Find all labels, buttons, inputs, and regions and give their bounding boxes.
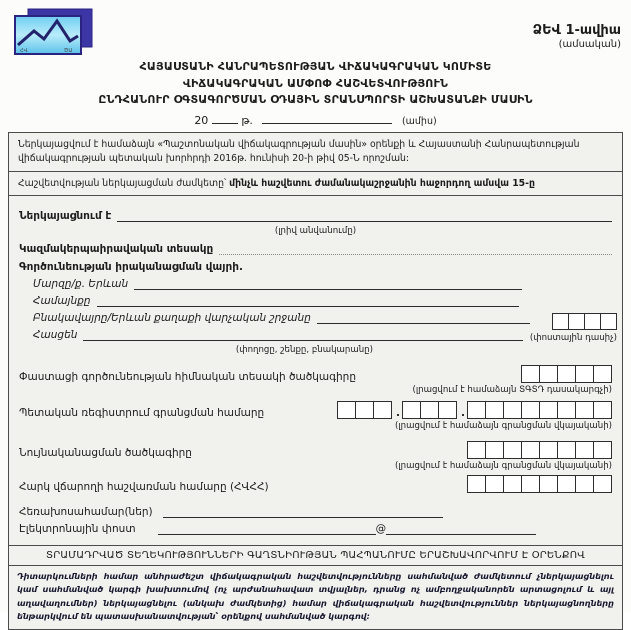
settlement-field[interactable]: [317, 311, 530, 324]
code-box-cell[interactable]: [503, 401, 522, 419]
register-certificate-hint: (լրացվում է համաձայն գրանցման վկայականի): [394, 421, 612, 432]
activity-place-heading: Գործունեության իրականացման վայրի.: [19, 261, 243, 274]
postal-code-hint: (փոստային դասիչ): [529, 333, 617, 344]
identification-code-label: Նույնականացման ծածկագիրը: [19, 447, 192, 460]
address-label: Հասցեն: [33, 329, 78, 342]
phone-label: Հեռախոսահամար(ներ): [19, 506, 153, 519]
code-box-cell[interactable]: [575, 365, 594, 383]
confidentiality-text: ՏՐԱՄԱԴՐՎԱԾ ՏԵՂԵԿՈՒԹՅՈՒՆՆԵՐԻ ԳԱՂՏՆԻՈՒԹՅԱՆ ՊԱՀՊԱՆՈՒՄԸ ԵՐԱՇԽԱՎՈՐՎՈՒՄ Է ՕՐԵՆՔՈՎ: [46, 550, 585, 562]
tin-boxes: [468, 475, 612, 493]
code-box-cell[interactable]: [420, 401, 439, 419]
form-titles: [8, 59, 623, 109]
code-box-cell[interactable]: [557, 401, 576, 419]
register-dot-1: .: [396, 407, 400, 420]
postal-code-boxes: [553, 313, 617, 330]
title-committee: ՀԱՅԱՍՏԱՆԻ ՀԱՆՐԱՊԵՏՈՒԹՅԱՆ ՎԻՃԱԿԱԳՐԱԿԱՆ ԿՈՄԻՏԵ: [139, 60, 492, 73]
community-label: Համայնքը: [33, 295, 91, 308]
activity-code-hint: (լրացվում է համաձայն ՏԳՏԴ դասակարգչի): [412, 385, 612, 396]
org-type-label: Կազմակերպաիրավական տեսակը: [19, 243, 214, 256]
code-box-cell[interactable]: [337, 401, 356, 419]
org-type-field[interactable]: [219, 242, 612, 255]
code-box-cell[interactable]: [503, 441, 522, 459]
address-postal-block: [19, 311, 617, 356]
email-label: Էլեկտրոնային փոստ: [19, 523, 136, 536]
year-field[interactable]: [212, 112, 238, 124]
code-box-cell[interactable]: [593, 401, 612, 419]
email-at-sign: @: [375, 523, 387, 536]
liability-warning-box: [8, 565, 623, 630]
legal-basis-text: Ներկայացվում է համաձայն «Պաշտոնական վիճակագրության մասին» օրենքի և Հայաստանի Հանրապետության վիճակագրության պետական խորհրդի 2016թ. հունիսի 20-ի թիվ 05-Ն որոշման:: [18, 138, 580, 164]
register-number-boxes: [338, 401, 612, 419]
code-box-cell[interactable]: [503, 475, 522, 493]
identification-certificate-hint: (լրացվում է համաձայն գրանցման վկայականի): [394, 461, 612, 472]
email-domain-field[interactable]: [386, 522, 536, 535]
code-box-cell[interactable]: [539, 401, 558, 419]
form-code-block: [533, 23, 621, 50]
code-box-cell[interactable]: [485, 441, 504, 459]
month-hint: (ամիս): [401, 115, 437, 127]
date-line: [8, 112, 623, 127]
presented-by-field[interactable]: [117, 209, 612, 222]
deadline-prefix: Հաշվետվության ներկայացման ժամկետը՝: [18, 178, 227, 190]
form-code: ՁԵՎ 1-ավիա: [532, 23, 621, 38]
month-field[interactable]: [262, 112, 392, 124]
register-group-2: [403, 401, 457, 419]
legal-basis-box: [8, 132, 623, 173]
code-box-cell[interactable]: [575, 401, 594, 419]
community-field[interactable]: [97, 294, 519, 307]
code-box-cell[interactable]: [593, 475, 612, 493]
code-box-cell[interactable]: [575, 441, 594, 459]
armstat-logo-icon: [12, 7, 96, 59]
logo-text-left: ՀՎ: [20, 48, 28, 54]
code-box-cell[interactable]: [593, 365, 612, 383]
code-box-cell[interactable]: [467, 475, 486, 493]
code-box-cell[interactable]: [568, 313, 585, 330]
address-field[interactable]: [83, 328, 523, 341]
identification-code-boxes: [468, 441, 612, 459]
code-box-cell[interactable]: [521, 475, 540, 493]
form-header: [8, 5, 623, 59]
confidentiality-band: [8, 545, 623, 566]
code-box-cell[interactable]: [552, 313, 569, 330]
code-box-cell[interactable]: [584, 313, 601, 330]
code-box-cell[interactable]: [467, 401, 486, 419]
liability-warning-text: Դիտարկումների համար անհրաժեշտ վիճակագրական հաշվետվությունները սահմանված ժամկետում չներկայացնելու կամ սահմանված կարգի խախտումով (ոչ արժանահավատ տվյալներ, դրանց ոչ ամբողջականորեն արտացոլում և այլ աղավաղումներ) ներկայացնելու (անկախ ժամկետից) համար վիճակագրական հաշվետվություններ ներկայացնողները ենթարկվում են պատասխանատվության՝ օրենքով սահմանված կարգով:: [17, 571, 614, 621]
code-box-cell[interactable]: [467, 441, 486, 459]
code-box-cell[interactable]: [557, 475, 576, 493]
code-box-cell[interactable]: [575, 475, 594, 493]
email-local-field[interactable]: [158, 522, 376, 535]
activity-code-label: Փաստացի գործունեության հիմնական տեսակի ծածկագիրը: [19, 371, 356, 384]
register-dot-2: .: [461, 407, 465, 420]
full-name-hint: (լրիվ անվանումը): [274, 226, 357, 237]
register-group-1: [338, 401, 392, 419]
tin-label: Հարկ վճարողի հաշվառման համարը (ՀՎՀՀ): [19, 481, 269, 494]
settlement-label: Բնակավայրը/Երևան քաղաքի վարչական շրջանը: [33, 312, 311, 325]
deadline-box: [8, 171, 623, 196]
code-box-cell[interactable]: [485, 401, 504, 419]
code-box-cell[interactable]: [438, 401, 457, 419]
region-label: Մարզը/ք. Երևան: [33, 278, 129, 291]
code-box-cell[interactable]: [402, 401, 421, 419]
code-box-cell[interactable]: [355, 401, 374, 419]
presented-by-label: Ներկայացնում է: [19, 210, 112, 223]
date-year-prefix: 20: [194, 113, 209, 127]
code-box-cell[interactable]: [373, 401, 392, 419]
code-box-cell[interactable]: [539, 475, 558, 493]
code-box-cell[interactable]: [539, 441, 558, 459]
region-field[interactable]: [134, 277, 522, 290]
deadline-value: մինչև հաշվետու ժամանակաշրջանին հաջորդող ամսվա 15-ը: [229, 178, 535, 190]
main-form-box: [8, 195, 623, 546]
code-box-cell[interactable]: [593, 441, 612, 459]
code-box-cell[interactable]: [539, 365, 558, 383]
code-box-cell[interactable]: [557, 365, 576, 383]
form-period: (ամսական): [558, 39, 621, 50]
register-group-3: [468, 401, 612, 419]
street-hint: (փողոցը, շենքը, բնակարանը): [235, 345, 373, 356]
activity-code-boxes: [522, 365, 612, 383]
code-box-cell[interactable]: [557, 441, 576, 459]
logo-text-right: ԾԱ: [64, 48, 73, 54]
code-box-cell[interactable]: [600, 313, 617, 330]
code-box-cell[interactable]: [521, 441, 540, 459]
title-report-subject: ԸՆԴՀԱՆՈՒՐ ՕԳՏԱԳՈՐԾՄԱՆ ՕԴԱՅԻՆ ՏՐԱՆՍՊՈՐՏԻ ԱՇԽԱՏԱՆՔԻ ՄԱՍԻՆ: [98, 93, 533, 106]
code-box-cell[interactable]: [485, 475, 504, 493]
date-t-label: թ.: [241, 113, 253, 127]
phone-field[interactable]: [163, 505, 443, 518]
code-box-cell[interactable]: [521, 365, 540, 383]
register-number-label: Պետական ռեգիստրում գրանցման համարը: [19, 407, 265, 420]
title-report-type: ՎԻՃԱԿԱԳՐԱԿԱՆ ԱՄՓՈՓ ՀԱՇՎԵՏՎՈՒԹՅՈՒՆ: [182, 76, 449, 90]
code-box-cell[interactable]: [521, 401, 540, 419]
